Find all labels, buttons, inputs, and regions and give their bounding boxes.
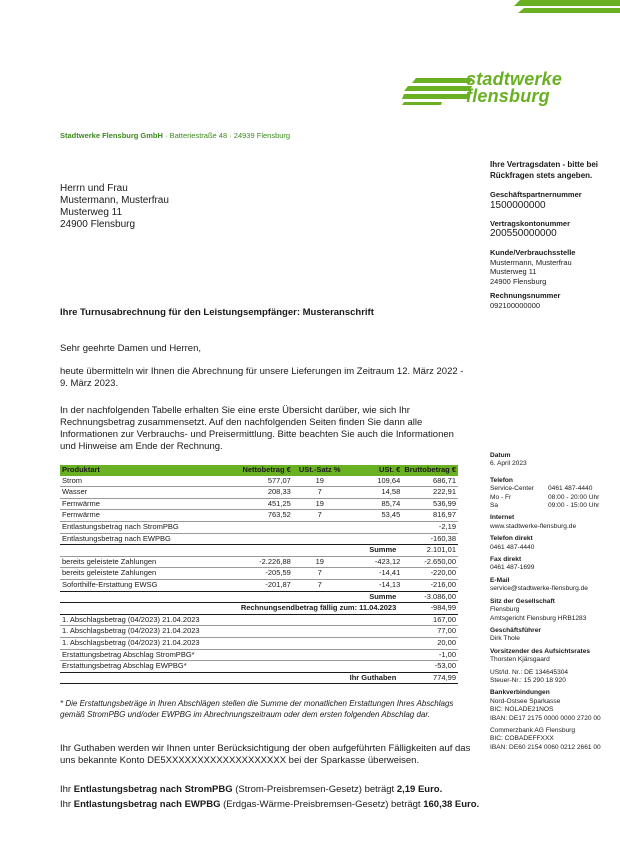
address-line1: Herrn und Frau <box>60 183 128 194</box>
address-line3: Musterweg 11 <box>60 207 123 218</box>
mofr-value: 08:00 - 20:00 Uhr <box>548 493 600 501</box>
cell-gross: 536,99 <box>402 498 458 510</box>
relief-row <box>60 533 458 545</box>
relief-row <box>60 521 458 533</box>
cell-net: 208,33 <box>211 487 293 499</box>
partner-value: 1500000000 <box>490 199 546 211</box>
header-net: Nettobetrag € <box>211 465 293 476</box>
date-value: 6. April 2023 <box>490 460 527 468</box>
contract-heading-2: Rückfragen stets angeben. <box>490 171 593 180</box>
payment-row <box>60 556 458 568</box>
service-center-value: 0461 487-4440 <box>548 485 593 493</box>
seat-label: Sitz der Gesellschaft <box>490 597 555 605</box>
final1-pre: Ihr <box>60 784 74 795</box>
invoice-label: Rechnungsnummer <box>490 291 561 300</box>
cell-product: Fernwärme <box>60 510 211 522</box>
phone-direct-value: 0461 487-4440 <box>490 543 535 551</box>
relief-label: Entlastungsbetrag nach EWPBG <box>60 533 402 545</box>
installment-label: Erstattungsbetrag Abschlag StromPBG* <box>60 649 402 661</box>
customer-line3: 24900 Flensburg <box>490 276 547 286</box>
sa-label: Sa <box>490 502 499 510</box>
table-row <box>60 487 458 499</box>
cell-product: Fernwärme <box>60 498 211 510</box>
installment-value: 77,00 <box>402 626 458 638</box>
cell-vat-rate: 7 <box>293 510 347 522</box>
sender-address: · Batteriestraße 48 · 24939 Flensburg <box>162 131 291 140</box>
installment-label: 1. Abschlagsbetrag (04/2023) 21.04.2023 <box>60 637 402 649</box>
fax-label: Fax direkt <box>490 556 522 564</box>
sum-label: Summe <box>60 591 402 603</box>
customer-line1: Mustermann, Musterfrau <box>490 257 572 267</box>
greeting: Sehr geehrte Damen und Herren, <box>60 343 201 354</box>
due-value: -984,99 <box>402 603 458 615</box>
installment-label: 1. Abschlagsbetrag (04/2023) 21.04.2023 <box>60 614 402 626</box>
email-value[interactable]: service@stadtwerke-flensburg.de <box>490 585 588 593</box>
chair-value: Thorsten Kjärsgaard <box>490 656 550 664</box>
ceo-label: Geschäftsführer <box>490 626 541 634</box>
recipient-address <box>60 183 169 231</box>
cell-product: bereits geleistete Zahlungen <box>60 568 211 580</box>
mofr-row <box>490 494 615 502</box>
ceo-value: Dirk Thole <box>490 635 520 643</box>
cell-net: -2.226,88 <box>211 556 293 568</box>
cell-net: 451,25 <box>211 498 293 510</box>
chair-label: Vorsitzender des Aufsichtsrates <box>490 647 591 655</box>
relief-summary-ewpbg <box>60 799 480 811</box>
table-row <box>60 510 458 522</box>
info-column <box>490 452 615 752</box>
customer-line2: Musterweg 11 <box>490 267 537 276</box>
cell-vat: 109,64 <box>347 476 403 487</box>
header-vat: USt. € <box>347 465 403 476</box>
due-label: Rechnungsendbetrag fällig zum: 11.04.2023 <box>60 603 402 615</box>
contract-heading-1: Ihre Vertragsdaten - bitte bei <box>490 160 599 169</box>
bank1-name: Nord-Ostsee Sparkasse <box>490 697 561 705</box>
bank1-bic: BIC: NOLADE21NOS <box>490 706 554 714</box>
final1-amount: 2,19 Euro. <box>396 784 443 795</box>
installment-row <box>60 649 458 661</box>
final2-pre: Ihr <box>60 799 74 810</box>
seat-line2: Amtsgericht Flensburg HRB1283 <box>490 614 587 622</box>
address-line2: Mustermann, Musterfrau <box>60 195 169 206</box>
sum-row <box>60 591 458 603</box>
installment-value: 20,00 <box>402 637 458 649</box>
customer-label: Kunde/Verbrauchsstelle <box>490 248 576 257</box>
relief-value: -160,38 <box>402 533 458 545</box>
relief-label: Entlastungsbetrag nach StromPBG <box>60 521 402 533</box>
contract-data <box>490 159 615 310</box>
cell-product: Wasser <box>60 487 211 499</box>
cell-net: -205,59 <box>211 568 293 580</box>
service-center-label: Service-Center <box>490 485 534 493</box>
vat-id: USt/Id. Nr.: DE 134645304 <box>490 668 569 676</box>
cell-gross: -220,00 <box>402 568 458 580</box>
table-header-row <box>60 465 458 476</box>
bank2-bic: BIC: COBADEFFXXX <box>490 735 554 743</box>
bank2-name: Commerzbank AG Flensburg <box>490 726 576 734</box>
table-intro-paragraph: In der nachfolgenden Tabelle erhalten Sie eine erste Übersicht darüber, wie sich Ihr Rechnungsbetrag zusammensetzt. Auf den nachfolgenden Seiten finden Sie dann alle Informationen zur Verbrauchs- und Preisermittlung. Bitte beachten Sie auch die Informationen und Hinweise am Ende der Rechnung. <box>60 405 454 452</box>
bank2-iban: IBAN: DE60 2154 0060 0212 2661 00 <box>490 743 601 751</box>
installment-row <box>60 661 458 673</box>
installment-row <box>60 626 458 638</box>
intro-paragraph: heute übermitteln wir Ihnen die Abrechnung für unsere Lieferungen im Zeitraum 12. März 2022 - 9. März 2023. <box>60 366 464 389</box>
cell-vat-rate: 7 <box>293 487 347 499</box>
cell-vat: -14,41 <box>347 568 403 580</box>
credit-label: Ihr Guthaben <box>60 672 402 684</box>
cell-vat-rate: 7 <box>293 568 347 580</box>
internet-label: Internet <box>490 514 515 522</box>
installment-row <box>60 614 458 626</box>
service-center-row <box>490 485 615 493</box>
final1-mid: (Strom-Preisbremsen-Gesetz) beträgt <box>232 784 397 795</box>
installment-value: -1,00 <box>402 649 458 661</box>
final2-bold: Entlastungsbetrag nach EWPBG <box>73 799 221 810</box>
cell-gross: -216,00 <box>402 579 458 591</box>
header-gross: Bruttobetrag € <box>402 465 458 476</box>
header-product: Produktart <box>60 465 211 476</box>
header-vat-rate: USt.-Satz % <box>293 465 347 476</box>
cell-product: Soforthilfe-Erstattung EWSG <box>60 579 211 591</box>
partner-label: Geschäftspartnernummer <box>490 190 582 199</box>
credit-row <box>60 672 458 684</box>
final1-bold: Entlastungsbetrag nach StromPBG <box>73 784 233 795</box>
cell-vat: 85,74 <box>347 498 403 510</box>
relief-value: -2,19 <box>402 521 458 533</box>
due-row <box>60 603 458 615</box>
cell-vat-rate: 19 <box>293 476 347 487</box>
cell-vat-rate: 7 <box>293 579 347 591</box>
phone-label: Telefon <box>490 476 513 484</box>
email-label: E-Mail <box>490 576 510 584</box>
sender-line <box>60 131 290 140</box>
footnote: * Die Erstattungsbeträge in Ihren Abschlägen stellen die Summe der monatlichen Erstattungen Ihres Abschlags gemäß StromPBG und/oder EWPBG im Abrechnungszeitraum oder dem ersten folgenden Abschlag dar. <box>60 699 454 719</box>
cell-net: 763,52 <box>211 510 293 522</box>
installment-label: Erstattungsbetrag Abschlag EWPBG* <box>60 661 402 673</box>
sa-value: 09:00 - 15:00 Uhr <box>548 502 600 510</box>
installment-value: 167,00 <box>402 614 458 626</box>
sum-value: 2.101,01 <box>402 545 458 557</box>
cell-vat: 53,45 <box>347 510 403 522</box>
cell-vat-rate: 19 <box>293 498 347 510</box>
billing-table <box>60 465 458 684</box>
cell-net: -201,87 <box>211 579 293 591</box>
relief-summary-strom <box>60 784 480 796</box>
payment-row <box>60 579 458 591</box>
cell-vat: 14,58 <box>347 487 403 499</box>
address-line4: 24900 Flensburg <box>60 219 136 230</box>
sum-label: Summe <box>60 545 402 557</box>
cell-gross: -2.650,00 <box>402 556 458 568</box>
account-label: Vertragskontonummer <box>490 218 571 228</box>
subject-line: Ihre Turnusabrechnung für den Leistungsempfänger: Musteranschrift <box>60 307 374 318</box>
cell-product: bereits geleistete Zahlungen <box>60 556 211 568</box>
installment-label: 1. Abschlagsbetrag (04/2023) 21.04.2023 <box>60 626 402 638</box>
internet-value[interactable]: www.stadtwerke-flensburg.de <box>490 522 577 530</box>
installment-value: -53,00 <box>402 661 458 673</box>
logo-line1: stadtwerke <box>466 69 563 89</box>
cell-vat: -14,13 <box>347 579 403 591</box>
logo-line2: flensburg <box>466 86 550 106</box>
sender-company: Stadtwerke Flensburg GmbH <box>60 131 163 140</box>
logo-wordmark <box>466 71 562 105</box>
corner-stripes <box>500 0 620 14</box>
cell-vat-rate: 19 <box>293 556 347 568</box>
payment-row <box>60 568 458 580</box>
sum-row <box>60 545 458 557</box>
tax-number: Steuer-Nr.: 15 290 18 920 <box>490 676 566 684</box>
logo-swoosh-icon <box>402 76 472 106</box>
sa-row <box>490 502 615 510</box>
final2-amount: 160,38 Euro. <box>423 799 480 810</box>
cell-gross: 816,97 <box>402 510 458 522</box>
mofr-label: Mo - Fr <box>490 493 512 501</box>
final2-mid: (Erdgas-Wärme-Preisbremsen-Gesetz) beträgt <box>220 799 424 810</box>
bank1-iban: IBAN: DE17 2175 0000 0000 2720 00 <box>490 714 601 722</box>
cell-net: 577,07 <box>211 476 293 487</box>
cell-gross: 686,71 <box>402 476 458 487</box>
cell-gross: 222,91 <box>402 487 458 499</box>
cell-product: Strom <box>60 476 211 487</box>
account-value: 200550000000 <box>490 228 557 239</box>
date-label: Datum <box>490 452 511 459</box>
table-row <box>60 476 458 487</box>
sum-value: -3.086,00 <box>402 591 458 603</box>
installment-row <box>60 637 458 649</box>
seat-line1: Flensburg <box>490 606 520 614</box>
credit-paragraph: Ihr Guthaben werden wir Ihnen unter Berücksichtigung der oben aufgeführten Fälligkeiten auf das uns bekannte Konto DE5XXXXXXXXXXXXXXXXXXX bei der Sparkasse überweisen. <box>60 743 471 766</box>
credit-value: 774,99 <box>402 672 458 684</box>
phone-direct-label: Telefon direkt <box>490 535 533 543</box>
cell-vat: -423,12 <box>347 556 403 568</box>
invoice-value: 092100000000 <box>490 300 541 310</box>
table-row <box>60 498 458 510</box>
bank-label: Bankverbindungen <box>490 689 550 697</box>
fax-value: 0461 487-1699 <box>490 564 535 572</box>
